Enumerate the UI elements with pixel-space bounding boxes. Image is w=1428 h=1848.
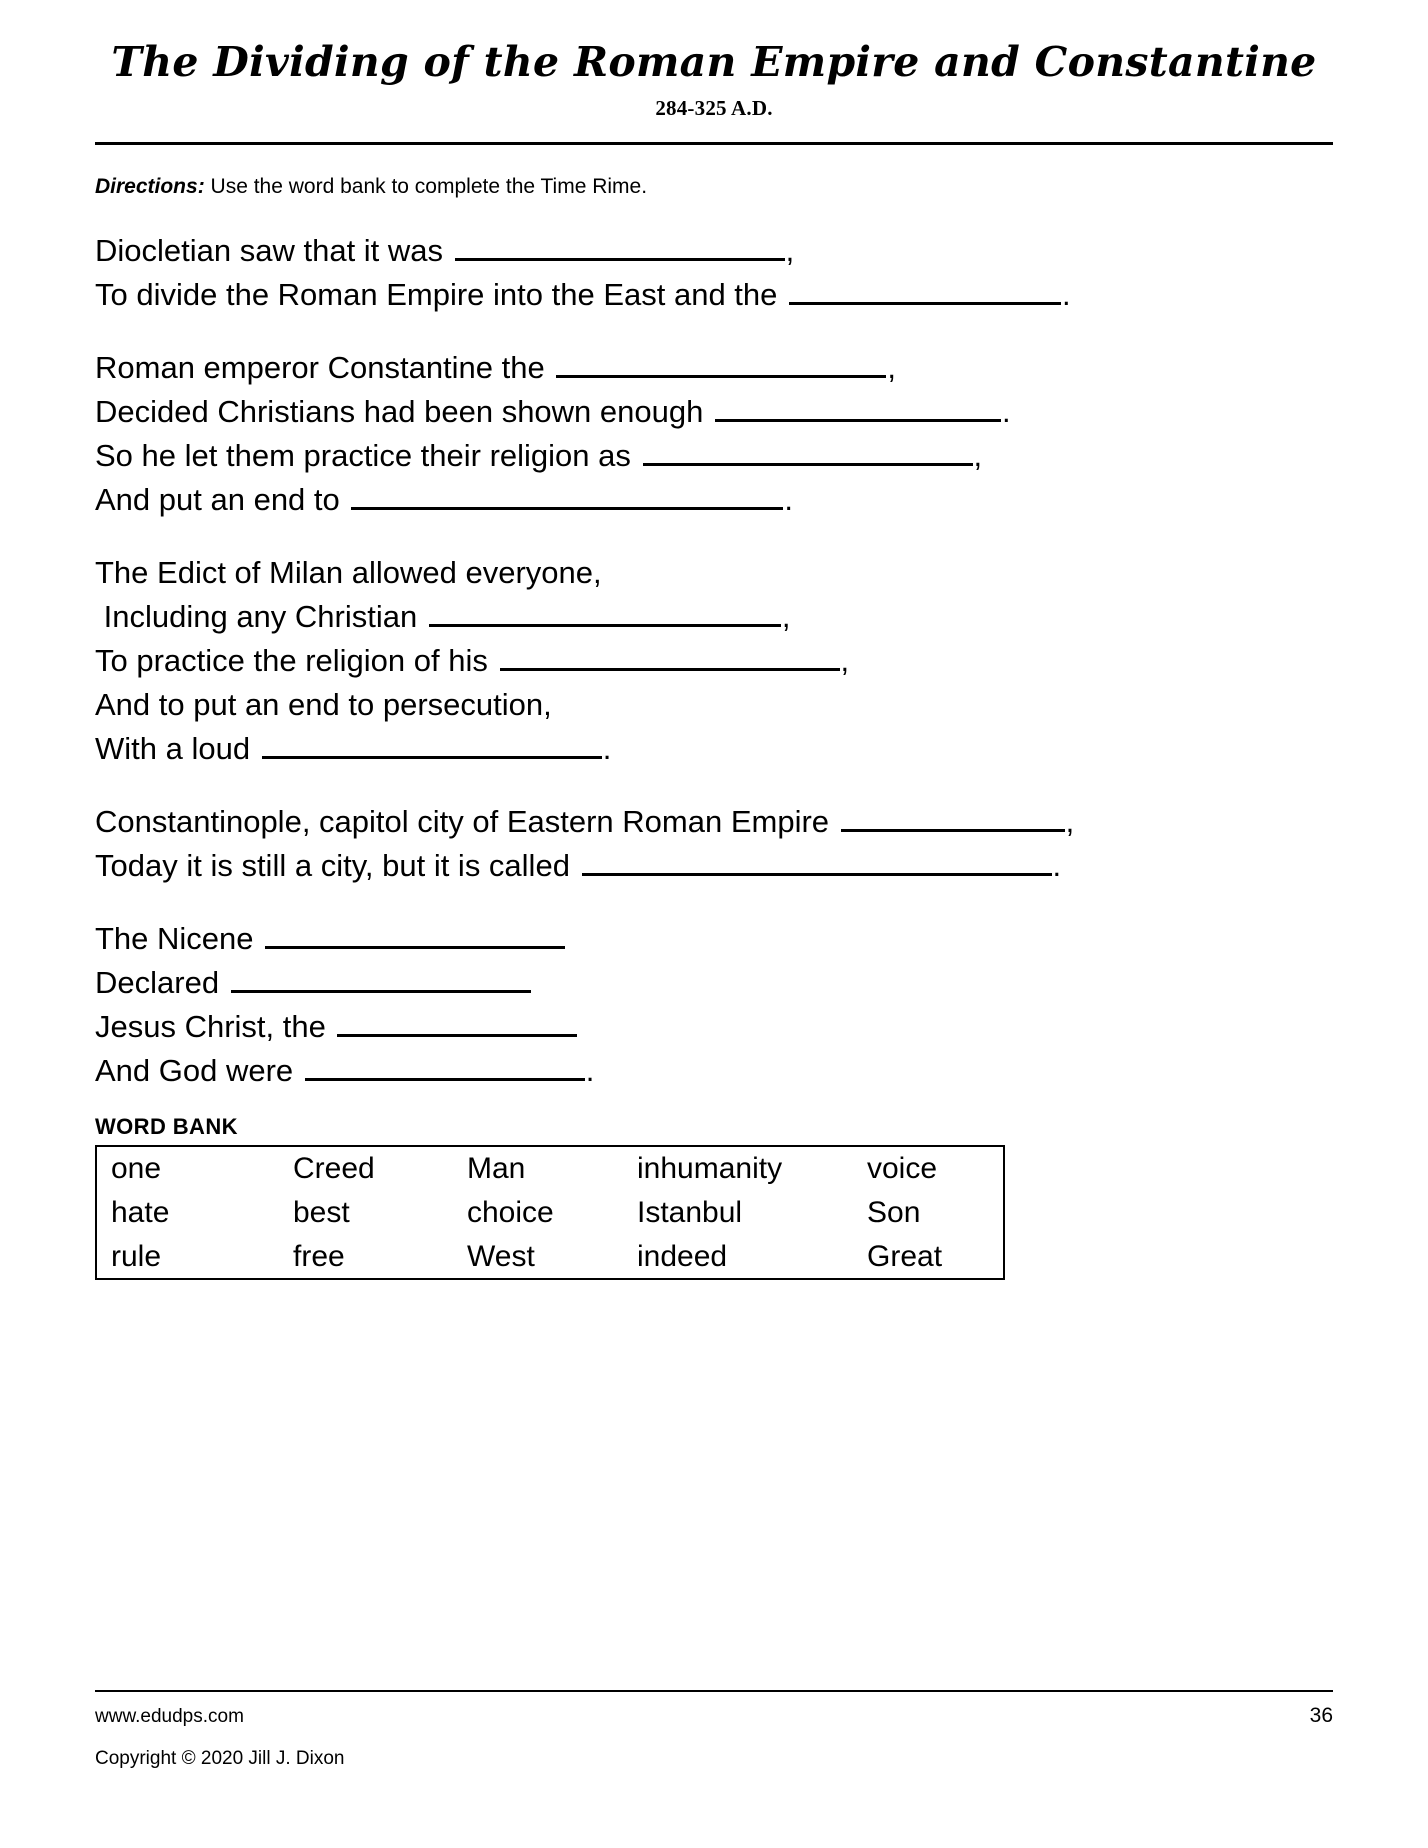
answer-blank[interactable] bbox=[643, 435, 973, 467]
rime-line bbox=[95, 390, 1333, 434]
rime-line-punctuation: , bbox=[781, 599, 791, 635]
answer-blank[interactable] bbox=[789, 274, 1061, 306]
word-bank-row bbox=[96, 1191, 1004, 1235]
answer-blank[interactable] bbox=[841, 801, 1065, 833]
word-bank-word[interactable]: one bbox=[111, 1152, 162, 1186]
answer-blank[interactable] bbox=[231, 962, 531, 994]
rime-line-text: Diocletian saw that it was bbox=[95, 233, 452, 269]
rime-line-punctuation: , bbox=[973, 438, 983, 474]
word-bank-table bbox=[95, 1145, 1005, 1280]
page-footer bbox=[95, 1690, 1333, 1770]
rime-line-text: With a loud bbox=[95, 731, 259, 767]
rime-line bbox=[95, 1005, 1333, 1049]
rime-line-text: Including any Christian bbox=[95, 599, 426, 635]
rime-line bbox=[95, 727, 1333, 771]
word-bank-word[interactable]: voice bbox=[867, 1152, 938, 1186]
stanza bbox=[95, 346, 1333, 522]
rime-line-text: To divide the Roman Empire into the East and the bbox=[95, 277, 787, 313]
word-bank-word[interactable]: Man bbox=[467, 1152, 526, 1186]
rime-line-text: Jesus Christ, the bbox=[95, 1009, 335, 1045]
footer-copyright: Copyright © 2020 Jill J. Dixon bbox=[95, 1748, 345, 1769]
word-bank-title: WORD BANK bbox=[95, 1114, 238, 1140]
word-bank-word[interactable]: Istanbul bbox=[637, 1195, 743, 1229]
rime-line bbox=[95, 346, 1333, 390]
directions-text: Use the word bank to complete the Time Rime. bbox=[210, 174, 648, 198]
rime-line-punctuation: , bbox=[785, 233, 795, 269]
rime-line bbox=[95, 434, 1333, 478]
rime-line bbox=[95, 595, 1333, 639]
answer-blank[interactable] bbox=[556, 347, 886, 379]
stanza bbox=[95, 917, 1333, 1093]
word-bank-word[interactable]: Great bbox=[867, 1239, 943, 1273]
rime-line-text: So he let them practice their religion as bbox=[95, 438, 640, 474]
answer-blank[interactable] bbox=[262, 728, 602, 760]
rime-line-text: The Nicene bbox=[95, 921, 263, 957]
page-header bbox=[95, 0, 1333, 145]
rime-line bbox=[95, 800, 1333, 844]
word-bank bbox=[95, 1114, 1333, 1280]
rime-line-text: And to put an end to persecution, bbox=[95, 687, 552, 723]
rime-line-text: Constantinople, capitol city of Eastern Roman Empire bbox=[95, 804, 838, 840]
answer-blank[interactable] bbox=[305, 1050, 585, 1082]
answer-blank[interactable] bbox=[429, 596, 781, 628]
rime-line-text: The Edict of Milan allowed everyone, bbox=[95, 555, 602, 591]
rime-line-text: Today it is still a city, but it is called bbox=[95, 848, 579, 884]
answer-blank[interactable] bbox=[455, 230, 785, 262]
page-number: 36 bbox=[1309, 1704, 1333, 1727]
rime-line-text: Roman emperor Constantine the bbox=[95, 350, 554, 386]
word-bank-word[interactable]: indeed bbox=[637, 1239, 728, 1273]
word-bank-row bbox=[96, 1146, 1004, 1191]
footer-website[interactable]: www.edudps.com bbox=[95, 1706, 244, 1727]
rime-line-punctuation: . bbox=[1062, 277, 1071, 313]
rime-line-text: Decided Christians had been shown enough bbox=[95, 394, 712, 430]
word-bank-word[interactable]: best bbox=[293, 1195, 350, 1229]
answer-blank[interactable] bbox=[500, 640, 840, 672]
rime-line-punctuation: . bbox=[602, 731, 612, 767]
rime-line bbox=[95, 551, 1333, 595]
rime-line-punctuation: , bbox=[887, 350, 896, 386]
stanza bbox=[95, 229, 1333, 317]
word-bank-word[interactable]: inhumanity bbox=[637, 1152, 783, 1186]
rime-line bbox=[95, 273, 1333, 317]
rime-line-punctuation: . bbox=[784, 482, 793, 518]
rime-line bbox=[95, 844, 1333, 888]
rime-line bbox=[95, 961, 1333, 1005]
answer-blank[interactable] bbox=[351, 479, 783, 511]
rime-line-punctuation: , bbox=[1065, 804, 1075, 840]
rime-line-punctuation: . bbox=[1052, 848, 1062, 884]
word-bank-row bbox=[96, 1235, 1004, 1280]
rime-line bbox=[95, 229, 1333, 273]
rime-line bbox=[95, 478, 1333, 522]
header-divider bbox=[95, 142, 1333, 145]
page-subtitle: 284-325 A.D. bbox=[655, 95, 773, 120]
word-bank-word[interactable]: Creed bbox=[293, 1152, 375, 1186]
page-title: The Dividing of the Roman Empire and Constantine bbox=[111, 38, 1317, 86]
word-bank-word[interactable]: hate bbox=[111, 1195, 170, 1229]
time-rime-body bbox=[95, 229, 1333, 1093]
rime-line-text: Declared bbox=[95, 965, 228, 1001]
rime-line-punctuation: , bbox=[840, 643, 850, 679]
word-bank-word[interactable]: rule bbox=[111, 1239, 162, 1273]
rime-line-text: To practice the religion of his bbox=[95, 643, 497, 679]
rime-line-text: And put an end to bbox=[95, 482, 349, 518]
stanza bbox=[95, 800, 1333, 888]
directions-label: Directions: bbox=[95, 174, 205, 198]
answer-blank[interactable] bbox=[337, 1006, 577, 1038]
answer-blank[interactable] bbox=[265, 918, 565, 950]
word-bank-word[interactable]: choice bbox=[467, 1195, 554, 1229]
word-bank-word[interactable]: Son bbox=[867, 1195, 921, 1229]
stanza bbox=[95, 551, 1333, 771]
footer-top-row bbox=[95, 1704, 1333, 1728]
rime-line bbox=[95, 917, 1333, 961]
rime-line bbox=[95, 1049, 1333, 1093]
footer-divider bbox=[95, 1690, 1333, 1692]
word-bank-word[interactable]: West bbox=[467, 1239, 535, 1273]
word-bank-word[interactable]: free bbox=[293, 1239, 345, 1273]
answer-blank[interactable] bbox=[582, 845, 1052, 877]
answer-blank[interactable] bbox=[715, 391, 1001, 423]
directions bbox=[95, 174, 1333, 199]
word-bank-body bbox=[96, 1146, 1004, 1279]
rime-line-text: And God were bbox=[95, 1053, 302, 1089]
rime-line-punctuation: . bbox=[1001, 394, 1011, 430]
rime-line bbox=[95, 639, 1333, 683]
rime-line-punctuation: . bbox=[585, 1053, 595, 1089]
rime-line bbox=[95, 683, 1333, 727]
